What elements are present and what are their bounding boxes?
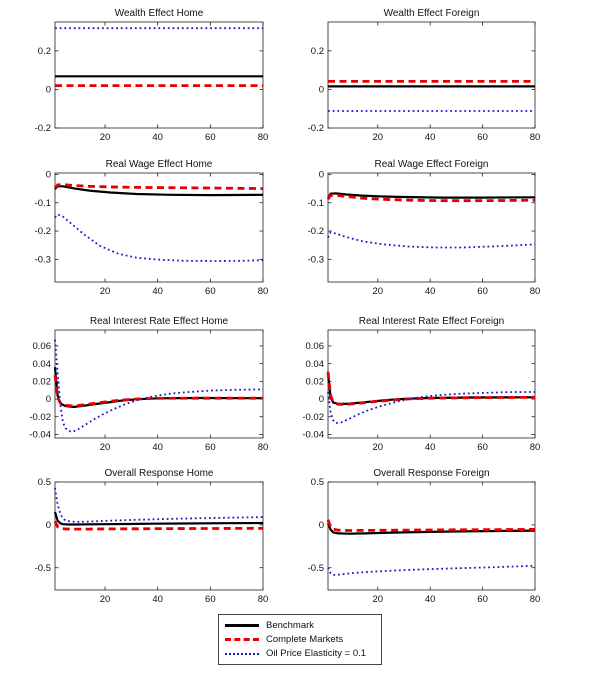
y-tick-label: 0.5 bbox=[37, 477, 51, 489]
y-tick-label: 0.5 bbox=[310, 477, 324, 489]
y-tick-label: -0.2 bbox=[34, 123, 51, 135]
x-tick-label: 40 bbox=[152, 594, 163, 605]
subplot-title: Overall Response Foreign bbox=[373, 468, 490, 479]
y-tick-label: 0 bbox=[45, 394, 51, 406]
x-tick-label: 80 bbox=[529, 132, 541, 143]
y-tick-label: 0.02 bbox=[305, 376, 324, 388]
axes-box bbox=[55, 330, 263, 438]
legend-item-oil-price-elasticity bbox=[225, 647, 375, 661]
y-tick-label: 0.2 bbox=[310, 46, 324, 58]
y-tick-label: 0.06 bbox=[32, 341, 51, 353]
x-tick-label: 80 bbox=[257, 132, 269, 143]
y-tick-label: -0.2 bbox=[307, 123, 324, 135]
y-tick-label: -0.5 bbox=[307, 562, 324, 574]
y-tick-label: -0.5 bbox=[34, 562, 51, 574]
y-tick-label: 0 bbox=[318, 394, 324, 406]
y-tick-label: -0.1 bbox=[34, 197, 51, 209]
x-tick-label: 40 bbox=[424, 594, 436, 605]
x-tick-label: 60 bbox=[477, 442, 488, 453]
benchmark-line-sample bbox=[225, 624, 259, 627]
x-tick-label: 20 bbox=[372, 286, 384, 297]
x-tick-label: 40 bbox=[152, 442, 163, 453]
y-tick-label: 0.04 bbox=[305, 358, 324, 370]
y-tick-label: 0 bbox=[318, 520, 324, 532]
x-tick-label: 60 bbox=[477, 132, 488, 143]
x-tick-label: 20 bbox=[372, 594, 384, 605]
subplot-title: Real Interest Rate Effect Foreign bbox=[358, 316, 505, 327]
subplot-real-interest-rate-effect-foreign bbox=[302, 316, 540, 453]
y-tick-label: 0 bbox=[45, 169, 51, 181]
y-tick-label: 0.2 bbox=[37, 46, 51, 58]
subplot-overall-response-foreign bbox=[308, 468, 541, 605]
x-tick-label: 20 bbox=[372, 442, 384, 453]
x-tick-label: 80 bbox=[529, 286, 541, 297]
subplot-wealth-effect-home bbox=[35, 8, 269, 143]
subplot-title: Real Wage Effect Foreign bbox=[374, 159, 489, 170]
subplot-title: Wealth Effect Home bbox=[114, 8, 204, 19]
x-tick-label: 60 bbox=[477, 594, 488, 605]
y-tick-label: -0.04 bbox=[302, 429, 324, 441]
subplot-real-interest-rate-effect-home bbox=[29, 316, 268, 453]
y-tick-label: 0.02 bbox=[32, 376, 51, 388]
y-tick-label: 0.06 bbox=[305, 341, 324, 353]
x-tick-label: 40 bbox=[424, 442, 436, 453]
subplot-title: Overall Response Home bbox=[104, 468, 214, 479]
y-tick-label: -0.3 bbox=[34, 254, 51, 266]
y-tick-label: -0.02 bbox=[302, 411, 324, 423]
y-tick-label: -0.1 bbox=[307, 197, 324, 209]
subplot-title: Real Wage Effect Home bbox=[105, 159, 213, 170]
oil-price-elasticity-line-sample bbox=[225, 653, 259, 655]
legend-box bbox=[218, 614, 382, 665]
axes-box bbox=[328, 330, 535, 438]
axes-box bbox=[328, 22, 535, 128]
subplot-wealth-effect-foreign bbox=[308, 8, 541, 143]
legend-label-oil-price-elasticity: Oil Price Elasticity = 0.1 bbox=[266, 648, 367, 660]
x-tick-label: 60 bbox=[205, 132, 216, 143]
x-tick-label: 80 bbox=[257, 594, 269, 605]
x-tick-label: 40 bbox=[152, 286, 163, 297]
x-tick-label: 20 bbox=[99, 442, 111, 453]
x-tick-label: 60 bbox=[205, 442, 216, 453]
x-tick-label: 60 bbox=[477, 286, 488, 297]
y-tick-label: 0 bbox=[318, 84, 324, 96]
y-tick-label: -0.2 bbox=[34, 226, 51, 238]
x-tick-label: 80 bbox=[529, 594, 541, 605]
axes-box bbox=[55, 482, 263, 590]
subplot-real-wage-effect-home bbox=[35, 159, 269, 297]
x-tick-label: 20 bbox=[99, 594, 111, 605]
axes-box bbox=[55, 22, 263, 128]
axes-box bbox=[328, 173, 535, 282]
y-tick-label: -0.04 bbox=[29, 429, 51, 441]
legend-label-complete-markets: Complete Markets bbox=[266, 634, 344, 645]
subplot-title: Wealth Effect Foreign bbox=[383, 8, 480, 19]
y-tick-label: 0.04 bbox=[32, 358, 51, 370]
subplot-title: Real Interest Rate Effect Home bbox=[89, 316, 229, 327]
subplot-overall-response-home bbox=[35, 468, 269, 605]
subplot-real-wage-effect-foreign bbox=[308, 159, 541, 297]
y-tick-label: -0.2 bbox=[307, 226, 324, 238]
x-tick-label: 40 bbox=[424, 286, 436, 297]
x-tick-label: 60 bbox=[205, 286, 216, 297]
legend-item-complete-markets bbox=[225, 633, 375, 647]
x-tick-label: 60 bbox=[205, 594, 216, 605]
axes-box bbox=[328, 482, 535, 590]
legend-item-benchmark bbox=[225, 618, 375, 632]
y-tick-label: 0 bbox=[45, 520, 51, 532]
y-tick-label: 0 bbox=[45, 84, 51, 96]
x-tick-label: 40 bbox=[424, 132, 436, 143]
x-tick-label: 80 bbox=[257, 286, 269, 297]
x-tick-label: 80 bbox=[529, 442, 541, 453]
x-tick-label: 40 bbox=[152, 132, 163, 143]
legend-label-benchmark: Benchmark bbox=[266, 619, 315, 631]
x-tick-label: 20 bbox=[99, 132, 111, 143]
x-tick-label: 20 bbox=[372, 132, 384, 143]
y-tick-label: -0.02 bbox=[29, 411, 51, 423]
complete-markets-line-sample bbox=[225, 638, 259, 641]
x-tick-label: 80 bbox=[257, 442, 269, 453]
y-tick-label: -0.3 bbox=[307, 254, 324, 266]
y-tick-label: 0 bbox=[318, 169, 324, 181]
x-tick-label: 20 bbox=[99, 286, 111, 297]
